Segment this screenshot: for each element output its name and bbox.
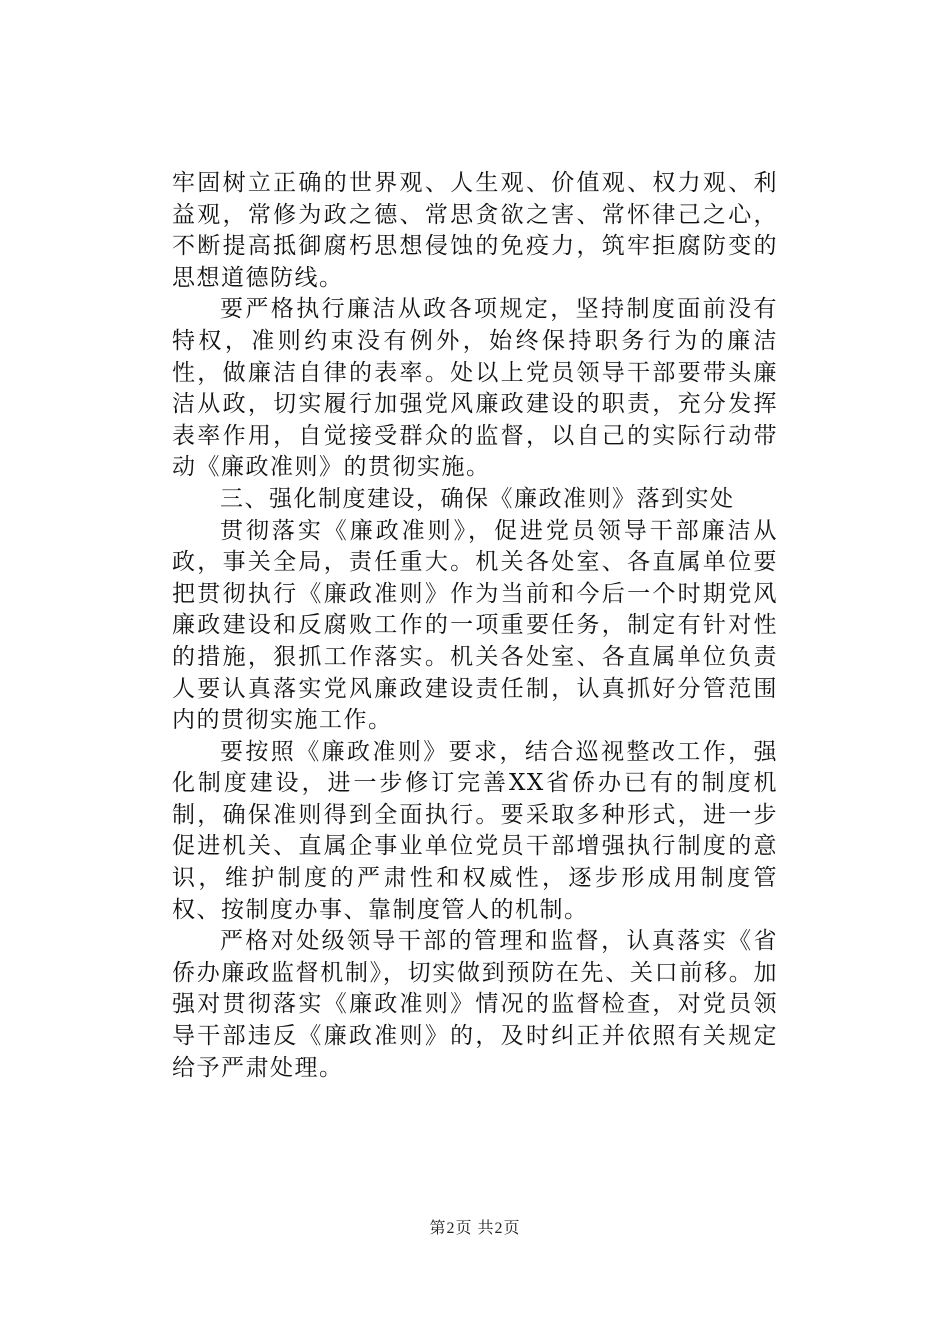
section-heading-three: 三、强化制度建设，确保《廉政准则》落到实处 [220, 485, 735, 512]
paragraph-system-building: 要按照《廉政准则》要求，结合巡视整改工作，强化制度建设，进一步修订完善XX省侨办已有的制度机制，确保准则得到全面执行。要采取多种形式，进一步促进机关、直属企事业单位党员干部增强执行制度的意识，维护制度的严肃性和权威性，逐步形成用制度管权、按制度办事、靠制度管人的机制。 [172, 738, 778, 923]
page-number-footer: 第2页 共2页 [429, 1220, 521, 1237]
paragraph-integrity-rules: 要严格执行廉洁从政各项规定，坚持制度面前没有特权，准则约束没有例外，始终保持职务行为的廉洁性，做廉洁自律的表率。处以上党员领导干部要带头廉洁从政，切实履行加强党风廉政建设的职责，充分发挥表率作用，自觉接受群众的监督，以自己的实际行动带动《廉政准则》的贯彻实施。 [172, 296, 778, 481]
paragraph-implementation: 贯彻落实《廉政准则》，促进党员领导干部廉洁从政，事关全局，责任重大。机关各处室、各直属单位要把贯彻执行《廉政准则》作为当前和今后一个时期党风廉政建设和反腐败工作的一项重要任务，制定有针对性的措施，狠抓工作落实。机关各处室、各直属单位负责人要认真落实党风廉政建设责任制，认真抓好分管范围内的贯彻实施工作。 [172, 517, 778, 734]
paragraph-supervision: 严格对处级领导干部的管理和监督，认真落实《省侨办廉政监督机制》，切实做到预防在先、关口前移。加强对贯彻落实《廉政准则》情况的监督检查，对党员领导干部违反《廉政准则》的，及时纠正并依照有关规定给予严肃处理。 [172, 928, 778, 1081]
paragraph-continued: 牢固树立正确的世界观、人生观、价值观、权力观、利益观，常修为政之德、常思贪欲之害、常怀律己之心，不断提高抵御腐朽思想侵蚀的免疫力，筑牢拒腐防变的思想道德防线。 [172, 170, 778, 291]
document-body [172, 168, 778, 1084]
